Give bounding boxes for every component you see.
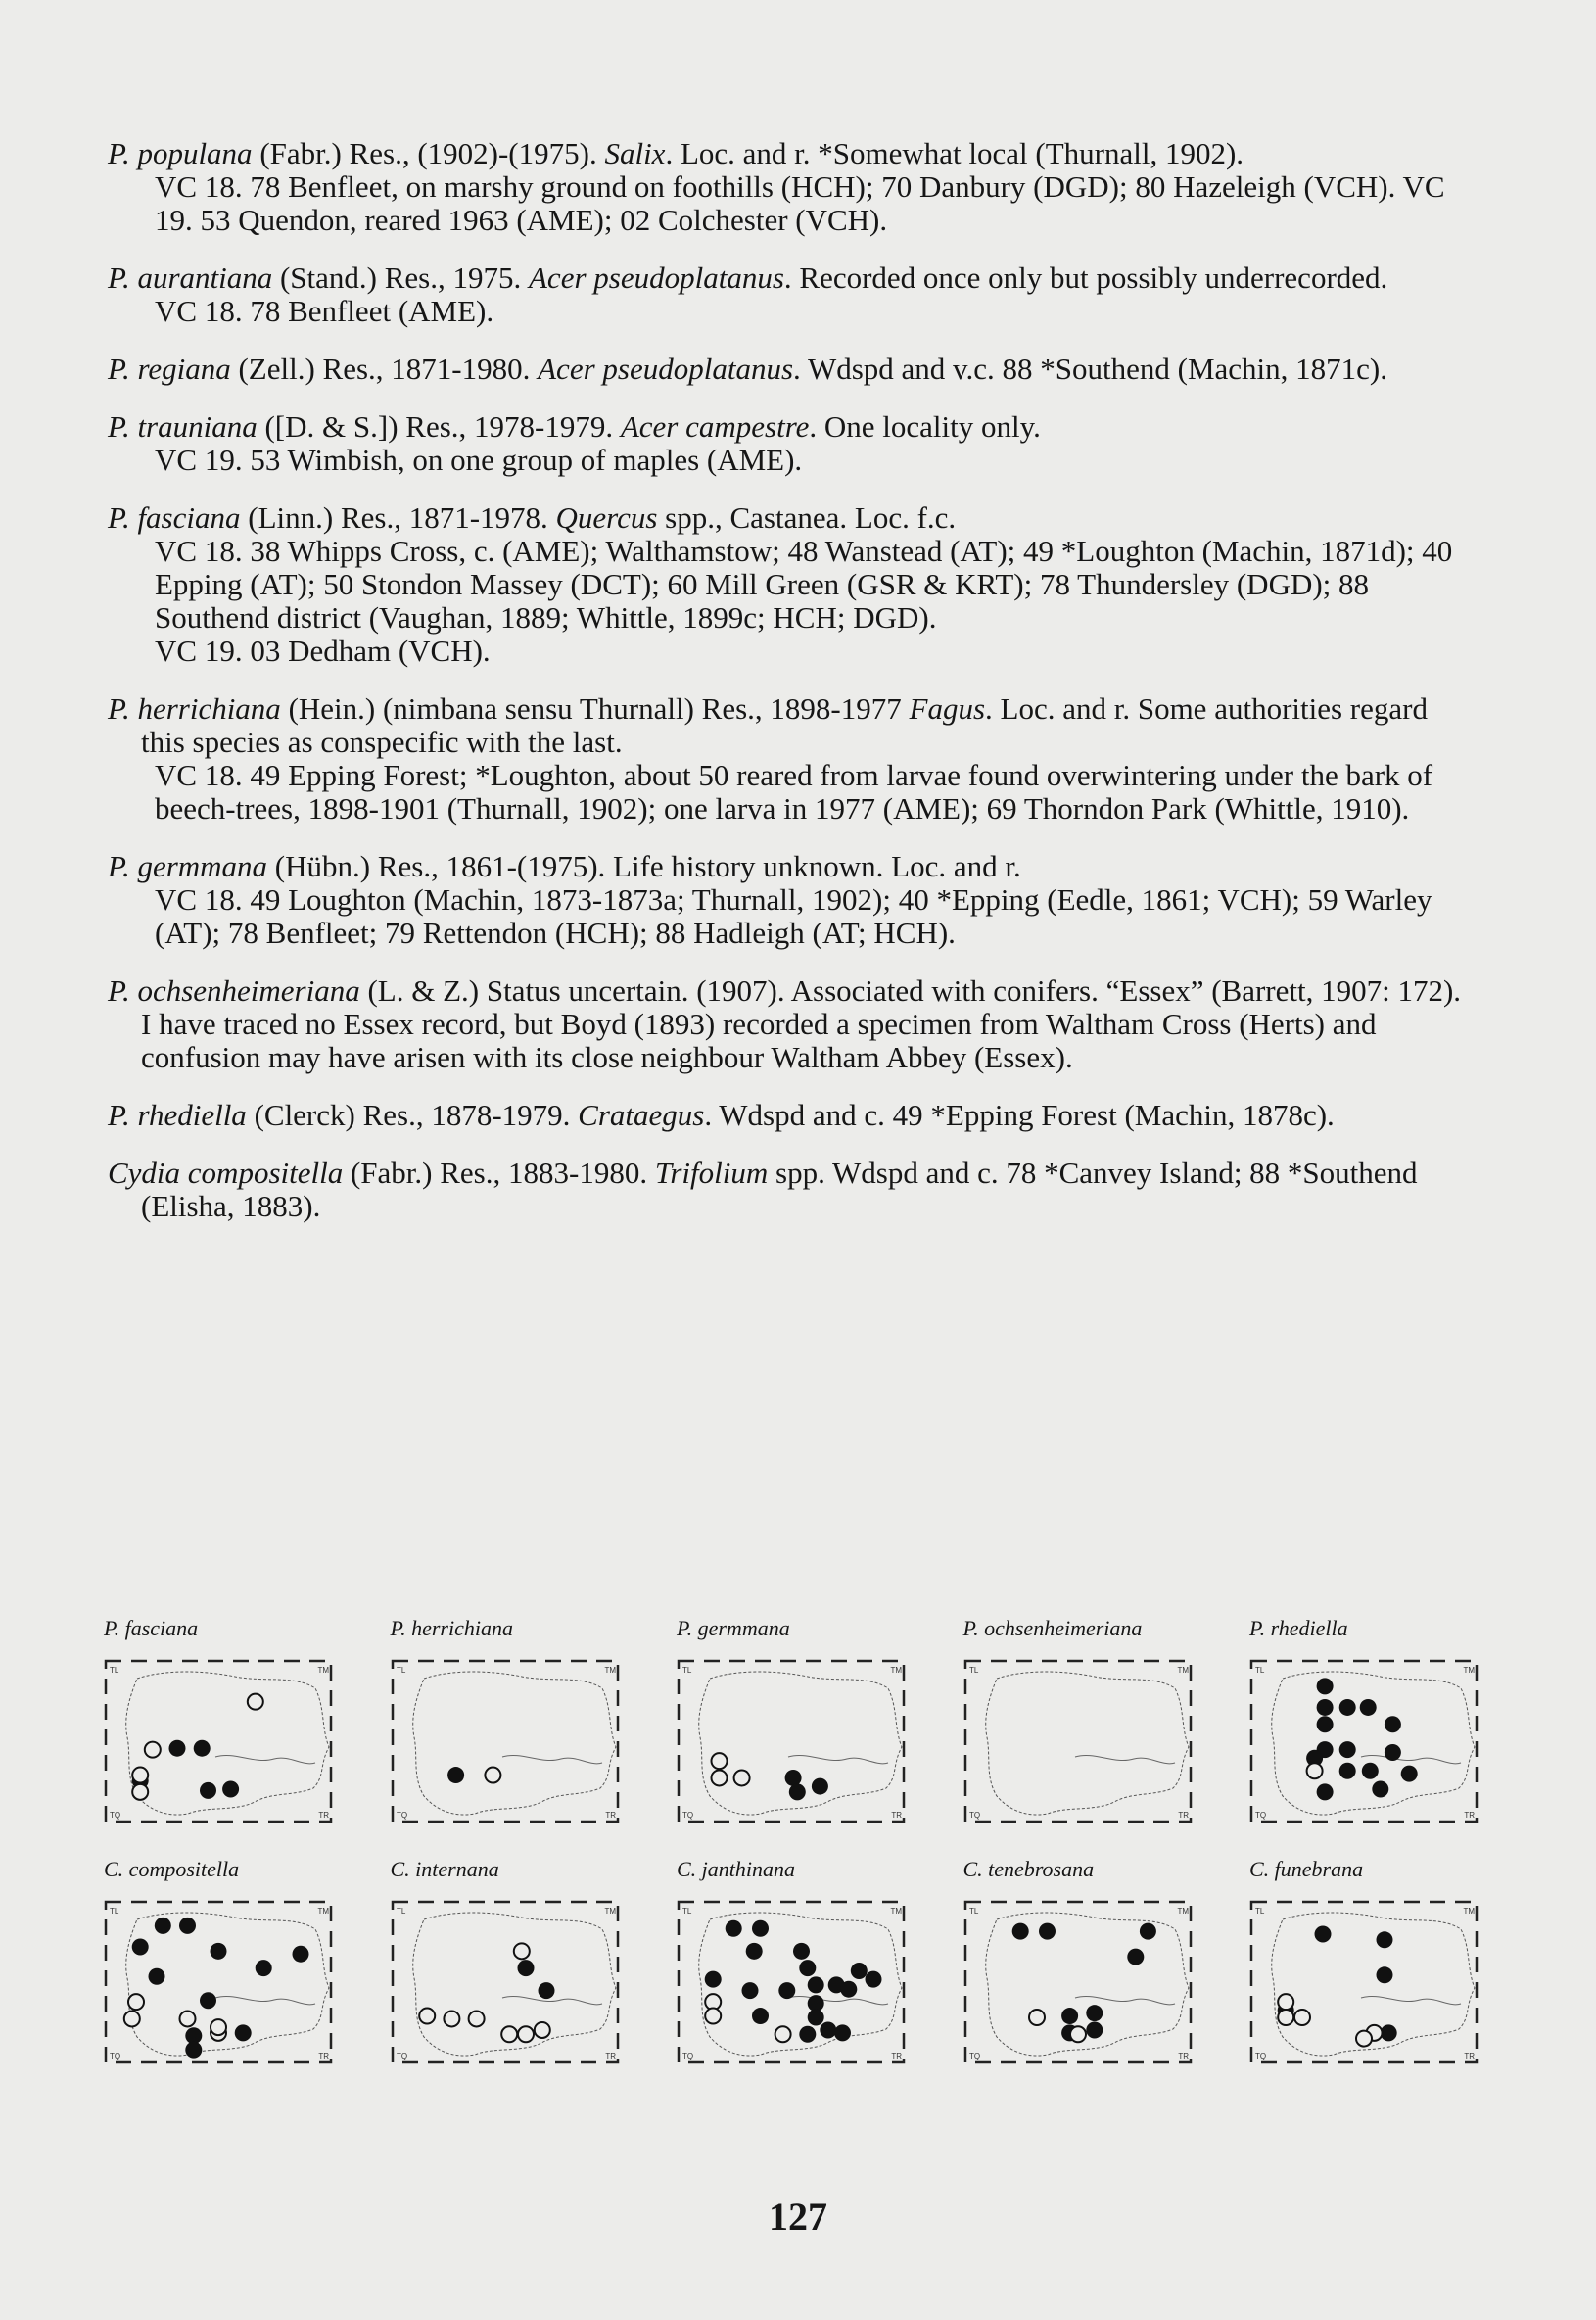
essex-map [1244, 1649, 1488, 1835]
essex-map [958, 1649, 1202, 1835]
record-dot-recent [851, 1963, 868, 1979]
grid-square-label: TR [604, 1811, 616, 1820]
species-status: (L. & Z.) Status uncertain. (1907). Associated with conifers. “Essex” (Barrett, 1907: 172). I have traced no Essex record, but Boyd (1893) recorded a specimen from Waltham Cross (Herts) and confusion may have arisen with its close neighbour Waltham Abbey (Essex). [141, 973, 1462, 1074]
estuary-line [1361, 1996, 1461, 2004]
record-dot-recent [752, 1920, 769, 1937]
grid-square-label: TL [110, 1666, 119, 1675]
distribution-maps [98, 1614, 1488, 2096]
distribution-map [98, 1614, 343, 1835]
record-dot-recent [820, 2021, 836, 2038]
species-entry [108, 137, 1479, 237]
grid-square-label: TQ [396, 1811, 407, 1820]
grid-square-label: TR [891, 1811, 902, 1820]
species-status: ([D. & S.]) Res., 1978-1979. [257, 409, 621, 444]
record-dot-recent [179, 1918, 196, 1934]
record-dot-recent [1317, 1783, 1334, 1800]
estuary-line [788, 1996, 888, 2004]
record-dot-recent [705, 1971, 722, 1988]
record-dot-recent [1385, 1716, 1401, 1732]
grid-square-label: TM [1176, 1907, 1189, 1916]
species-status: (Fabr.) Res., 1883-1980. [343, 1156, 655, 1190]
species-name: P. germmana [108, 849, 268, 883]
record-dot-recent [1086, 2021, 1103, 2038]
locality-records: VC 18. 78 Benfleet, on marshy ground on foothills (HCH); 70 Danbury (DGD); 80 Hazeleigh (VCH). VC 19. 53 Quendon, reared 1963 (AME); 02 Colchester (VCH). [155, 169, 1445, 237]
species-status: . One locality only. [809, 409, 1041, 444]
grid-square-label: TL [968, 1907, 978, 1916]
grid-square-label: TL [110, 1907, 119, 1916]
species-status: spp. Wdspd and c. 78 *Canvey Island; 88 *Southend (Elisha, 1883). [141, 1156, 1418, 1223]
grid-square-label: TL [396, 1907, 405, 1916]
record-dot-old [1029, 2010, 1045, 2025]
record-dot-old [444, 2011, 459, 2026]
species-text [108, 137, 1479, 1248]
record-dot-old [211, 2019, 226, 2035]
record-dot-recent [149, 1968, 165, 1985]
species-heading [108, 261, 1479, 295]
record-dot-old [712, 1770, 728, 1785]
species-name: P. herrichiana [108, 691, 281, 726]
grid-square-label: TR [604, 2052, 616, 2060]
grid-square-label: TL [682, 1907, 692, 1916]
record-dot-old [534, 2022, 549, 2038]
grid-square-label: TL [396, 1666, 405, 1675]
record-dot-recent [1377, 1931, 1393, 1948]
estuary-line [1075, 1755, 1175, 1763]
record-dot-recent [132, 1939, 149, 1956]
record-dot-recent [834, 2024, 851, 2041]
map-title: C. funebrana [1249, 1857, 1364, 1881]
estuary-line [502, 1755, 602, 1763]
grid-square-label: TR [318, 2052, 329, 2060]
species-name: P. populana [108, 136, 253, 170]
essex-map [958, 1890, 1202, 2076]
species-entry [108, 261, 1479, 328]
species-name: P. fasciana [108, 500, 241, 535]
estuary-line [1361, 1755, 1461, 1763]
map-row-bottom [98, 1855, 1488, 2076]
distribution-map [671, 1855, 915, 2076]
species-status: (Fabr.) Res., (1902)-(1975). [252, 136, 605, 170]
species-entry [108, 1157, 1479, 1223]
essex-map [385, 1649, 630, 1835]
record-dot-old [132, 1768, 148, 1783]
grid-square-label: TQ [682, 2052, 694, 2060]
record-dot-recent [1011, 1923, 1028, 1940]
host-plant: Acer pseudoplatanus [538, 352, 794, 386]
map-title: C. internana [390, 1857, 499, 1881]
grid-square-label: TM [1463, 1666, 1475, 1675]
record-dot-recent [185, 2042, 202, 2059]
record-dot-recent [808, 2010, 824, 2026]
record-dot-old [1070, 2026, 1086, 2042]
host-plant: Crataegus [578, 1098, 705, 1132]
grid-square-label: TQ [968, 2052, 980, 2060]
grid-square-label: TQ [682, 1811, 694, 1820]
species-status: (Hübn.) Res., 1861-(1975). Life history unknown. Loc. and r. [267, 849, 1021, 883]
record-dot-old [712, 1753, 728, 1769]
record-dot-recent [778, 1982, 795, 1999]
county-outline [412, 1672, 615, 1815]
species-status: . Recorded once only but possibly underrecorded. [783, 260, 1388, 295]
record-dot-recent [169, 1740, 186, 1757]
grid-square-label: TQ [1255, 1811, 1267, 1820]
estuary-line [215, 1755, 315, 1763]
species-status: . Loc. and r. *Somewhat local (Thurnall, 1902). [665, 136, 1244, 170]
record-dot-recent [447, 1767, 464, 1783]
distribution-map [671, 1614, 915, 1835]
record-dot-recent [200, 1782, 216, 1799]
species-name: P. regiana [108, 352, 231, 386]
record-dot-recent [799, 2026, 816, 2043]
locality-records: VC 18. 38 Whipps Cross, c. (AME); Walthamstow; 48 Wanstead (AT); 49 *Loughton (Machin, 1871d); 40 Epping (AT); 50 Stondon Massey (DCT); 60 Mill Green (GSR & KRT); 78 Thundersley (DGD); 88 Southend district (Vaughan, 1889; Whittle, 1899c; HCH; DGD). [155, 534, 1453, 635]
record-dot-recent [793, 1943, 810, 1960]
species-status: (Stand.) Res., 1975. [272, 260, 529, 295]
record-dot-recent [1315, 1926, 1332, 1943]
estuary-line [788, 1755, 888, 1763]
grid-square-label: TM [890, 1666, 902, 1675]
essex-map [1244, 1890, 1488, 2076]
record-dot-recent [812, 1778, 828, 1795]
host-plant: Acer pseudoplatanus [529, 260, 784, 295]
record-dot-old [513, 1943, 529, 1959]
record-dot-old [501, 2026, 517, 2042]
record-dot-recent [1339, 1741, 1356, 1758]
species-heading [108, 501, 1479, 535]
locality-records: VC 19. 53 Wimbish, on one group of maples (AME). [155, 443, 803, 477]
record-dot-recent [1372, 1780, 1388, 1797]
species-entry [108, 410, 1479, 477]
record-dot-recent [1339, 1763, 1356, 1779]
map-title: P. herrichiana [390, 1616, 513, 1640]
record-dot-recent [1039, 1923, 1056, 1940]
species-heading [108, 353, 1479, 386]
record-dot-recent [155, 1918, 171, 1934]
record-dot-recent [742, 1982, 759, 1999]
record-dot-recent [726, 1920, 742, 1937]
record-dot-old [734, 1770, 750, 1785]
species-entry [108, 692, 1479, 826]
grid-square-label: TL [682, 1666, 692, 1675]
species-status: (Clerck) Res., 1878-1979. [246, 1098, 579, 1132]
species-entry [108, 1099, 1479, 1132]
species-entry [108, 353, 1479, 386]
map-row-top [98, 1614, 1488, 1835]
species-heading [108, 974, 1479, 1074]
host-plant: Fagus [909, 691, 986, 726]
distribution-map [385, 1855, 630, 2076]
grid-square-label: TM [603, 1907, 616, 1916]
estuary-line [215, 1996, 315, 2004]
grid-square-label: TM [317, 1907, 329, 1916]
map-title: C. compositella [104, 1857, 240, 1881]
map-title: C. tenebrosana [962, 1857, 1095, 1881]
grid-square-label: TR [1464, 1811, 1475, 1820]
map-title: P. ochsenheimeriana [962, 1616, 1143, 1640]
record-dot-old [1278, 1994, 1293, 2010]
grid-square-label: TM [1176, 1666, 1189, 1675]
record-dot-old [248, 1694, 263, 1710]
county-outline [1272, 1672, 1475, 1815]
record-dot-recent [222, 1780, 239, 1797]
species-heading [108, 137, 1479, 170]
record-dot-recent [840, 1981, 857, 1998]
record-dot-recent [211, 1943, 227, 1960]
distribution-map [958, 1855, 1202, 2076]
record-dot-recent [256, 1960, 272, 1976]
grid-square-label: TR [318, 1811, 329, 1820]
record-dot-recent [538, 1982, 554, 1999]
record-dot-old [1278, 2010, 1293, 2025]
record-dot-recent [200, 1992, 216, 2009]
grid-square-label: TR [1177, 1811, 1189, 1820]
species-heading [108, 1157, 1479, 1223]
map-grid-frame [393, 1661, 618, 1822]
species-status: . Loc. and r. Some authorities regard this species as conspecific with the last. [141, 691, 1428, 759]
map-title: P. germmana [677, 1616, 790, 1640]
record-dot-recent [235, 2024, 252, 2041]
species-heading [108, 410, 1479, 444]
host-plant: Quercus [555, 500, 658, 535]
record-dot-old [419, 2009, 435, 2024]
page-number: 127 [769, 2195, 827, 2239]
record-dot-recent [1317, 1716, 1334, 1732]
grid-square-label: TQ [396, 2052, 407, 2060]
record-dot-recent [799, 1960, 816, 1976]
record-dot-old [128, 1994, 144, 2010]
species-name: P. aurantiana [108, 260, 273, 295]
locality-records: VC 18. 78 Benfleet (AME). [155, 294, 494, 328]
species-status: spp., Castanea. Loc. f.c. [657, 500, 957, 535]
record-dot-recent [789, 1783, 806, 1800]
record-dot-recent [1061, 2008, 1078, 2024]
grid-square-label: TQ [968, 1811, 980, 1820]
grid-square-label: TR [1464, 2052, 1475, 2060]
grid-square-label: TM [317, 1666, 329, 1675]
record-dot-old [1307, 1763, 1323, 1778]
host-plant: Salix [604, 136, 666, 170]
map-grid-frame [1251, 1661, 1477, 1822]
record-dot-recent [1385, 1744, 1401, 1761]
distribution-map [98, 1855, 343, 2076]
grid-square-label: TQ [110, 1811, 121, 1820]
grid-square-label: TL [1255, 1907, 1265, 1916]
species-name: P. rhediella [108, 1098, 247, 1132]
record-dot-recent [194, 1740, 211, 1757]
estuary-line [1075, 1996, 1175, 2004]
record-dot-old [468, 2011, 484, 2026]
locality-records: VC 18. 49 Epping Forest; *Loughton, about 50 reared from larvae found overwintering under the bark of beech-trees, 1898-1901 (Thurnall, 1902); one larva in 1977 (AME); 69 Thorndon Park (Whittle, 1910). [155, 758, 1433, 826]
record-dot-recent [746, 1943, 763, 1960]
grid-square-label: TL [1255, 1666, 1265, 1675]
grid-square-label: TR [1177, 2052, 1189, 2060]
distribution-map [958, 1614, 1202, 1835]
record-dot-recent [1339, 1699, 1356, 1716]
grid-square-label: TR [891, 2052, 902, 2060]
species-heading [108, 1099, 1479, 1132]
map-title: P. rhediella [1249, 1616, 1348, 1640]
record-dot-old [132, 1784, 148, 1800]
species-name: P. ochsenheimeriana [108, 973, 360, 1008]
record-dot-recent [1362, 1763, 1379, 1779]
record-dot-recent [1139, 1923, 1155, 1940]
record-dot-old [485, 1768, 500, 1783]
grid-square-label: TM [1463, 1907, 1475, 1916]
species-heading [108, 850, 1479, 883]
species-status: (Zell.) Res., 1871-1980. [230, 352, 539, 386]
record-dot-recent [785, 1770, 802, 1786]
record-dot-recent [1401, 1766, 1418, 1782]
map-title: C. janthinana [677, 1857, 796, 1881]
essex-map [98, 1649, 343, 1835]
record-dot-recent [1127, 1949, 1144, 1965]
grid-square-label: TM [890, 1907, 902, 1916]
record-dot-old [145, 1742, 161, 1758]
grid-square-label: TQ [1255, 2052, 1267, 2060]
grid-square-label: TQ [110, 2052, 121, 2060]
species-status: (Linn.) Res., 1871-1978. [240, 500, 556, 535]
species-entry [108, 501, 1479, 668]
distribution-map [385, 1614, 630, 1835]
record-dot-recent [1086, 2005, 1103, 2021]
host-plant: Trifolium [654, 1156, 769, 1190]
essex-map [671, 1649, 915, 1835]
essex-map [385, 1890, 630, 2076]
map-title: P. fasciana [104, 1616, 199, 1640]
estuary-line [502, 1996, 602, 2004]
essex-map [98, 1890, 343, 2076]
record-dot-old [1294, 2010, 1310, 2025]
record-dot-old [705, 2009, 721, 2024]
record-dot-old [1356, 2031, 1372, 2047]
locality-records: VC 18. 49 Loughton (Machin, 1873-1873a; Thurnall, 1902); 40 *Epping (Eedle, 1861; VCH); 59 Warley (AT); 78 Benfleet; 79 Rettendon (HCH); 88 Hadleigh (AT; HCH). [155, 882, 1432, 950]
record-dot-old [180, 2011, 196, 2026]
record-dot-recent [1360, 1699, 1377, 1716]
host-plant: Acer campestre [620, 409, 810, 444]
record-dot-old [775, 2026, 791, 2042]
record-dot-old [518, 2026, 534, 2042]
grid-square-label: TL [968, 1666, 978, 1675]
distribution-map [1244, 1855, 1488, 2076]
record-dot-recent [1377, 1966, 1393, 1983]
map-grid-frame [965, 1661, 1191, 1822]
locality-records: VC 19. 03 Dedham (VCH). [155, 634, 491, 668]
species-name: Cydia compositella [108, 1156, 344, 1190]
record-dot-recent [1317, 1678, 1334, 1694]
record-dot-recent [293, 1946, 309, 1963]
record-dot-old [124, 2011, 140, 2026]
species-status: (Hein.) (nimbana sensu Thurnall) Res., 1898-1977 [280, 691, 910, 726]
species-status: . Wdspd and c. 49 *Epping Forest (Machin, 1878c). [704, 1098, 1335, 1132]
species-heading [108, 692, 1479, 759]
species-entry [108, 974, 1479, 1074]
record-dot-recent [808, 1976, 824, 1993]
county-outline [985, 1672, 1188, 1815]
record-dot-recent [752, 2008, 769, 2024]
grid-square-label: TM [603, 1666, 616, 1675]
species-entry [108, 850, 1479, 950]
species-name: P. trauniana [108, 409, 258, 444]
record-dot-recent [517, 1960, 534, 1976]
record-dot-recent [1317, 1699, 1334, 1716]
species-status: . Wdspd and v.c. 88 *Southend (Machin, 1871c). [793, 352, 1387, 386]
record-dot-recent [866, 1971, 882, 1988]
distribution-map [1244, 1614, 1488, 1835]
essex-map [671, 1890, 915, 2076]
